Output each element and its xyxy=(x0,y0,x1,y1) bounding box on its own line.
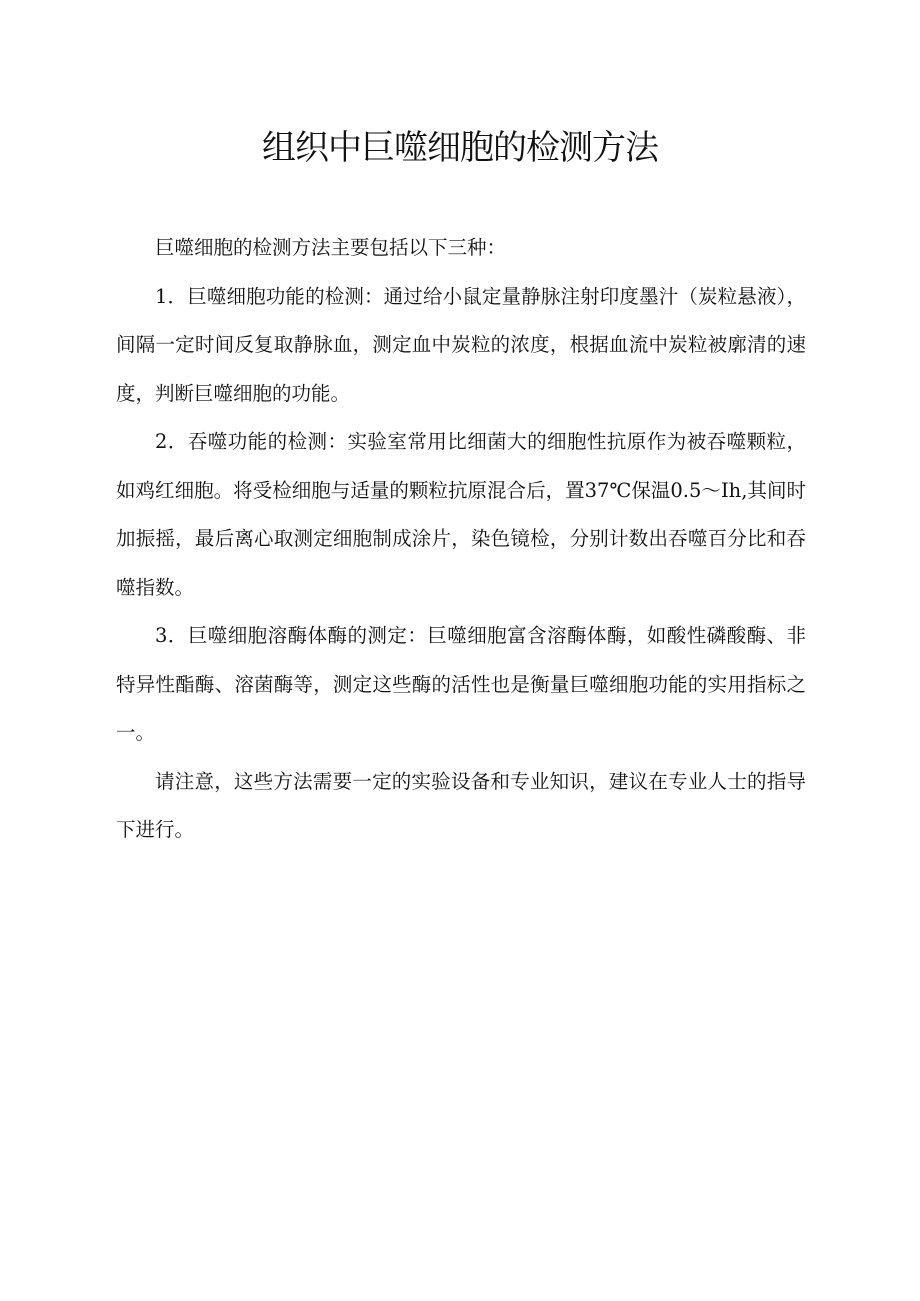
note-paragraph: 请注意，这些方法需要一定的实验设备和专业知识，建议在专业人士的指导下进行。 xyxy=(116,769,806,841)
document-body xyxy=(116,224,806,855)
method-3-paragraph: 3．巨噬细胞溶酶体酶的测定：巨噬细胞富含溶酶体酶，如酸性磷酸酶、非特异性酯酶、溶菌酶等，测定这些酶的活性也是衡量巨噬细胞功能的实用指标之一。 xyxy=(116,624,806,744)
method-1-paragraph: 1．巨噬细胞功能的检测：通过给小鼠定量静脉注射印度墨汁（炭粒悬液），间隔一定时间反复取静脉血，测定血中炭粒的浓度，根据血流中炭粒被廓清的速度，判断巨噬细胞的功能。 xyxy=(116,284,806,405)
intro-paragraph: 巨噬细胞的检测方法主要包括以下三种： xyxy=(155,236,507,259)
method-2-paragraph: 2．吞噬功能的检测：实验室常用比细菌大的细胞性抗原作为被吞噬颗粒，如鸡红细胞。将受检细胞与适量的颗粒抗原混合后，置37℃保温0.5～Ih,其间时加振摇，最后离心取测定细胞制成涂片，染色镜检，分别计数出吞噬百分比和吞噬指数。 xyxy=(116,430,806,599)
document-title: 组织中巨噬细胞的检测方法 xyxy=(262,128,658,168)
